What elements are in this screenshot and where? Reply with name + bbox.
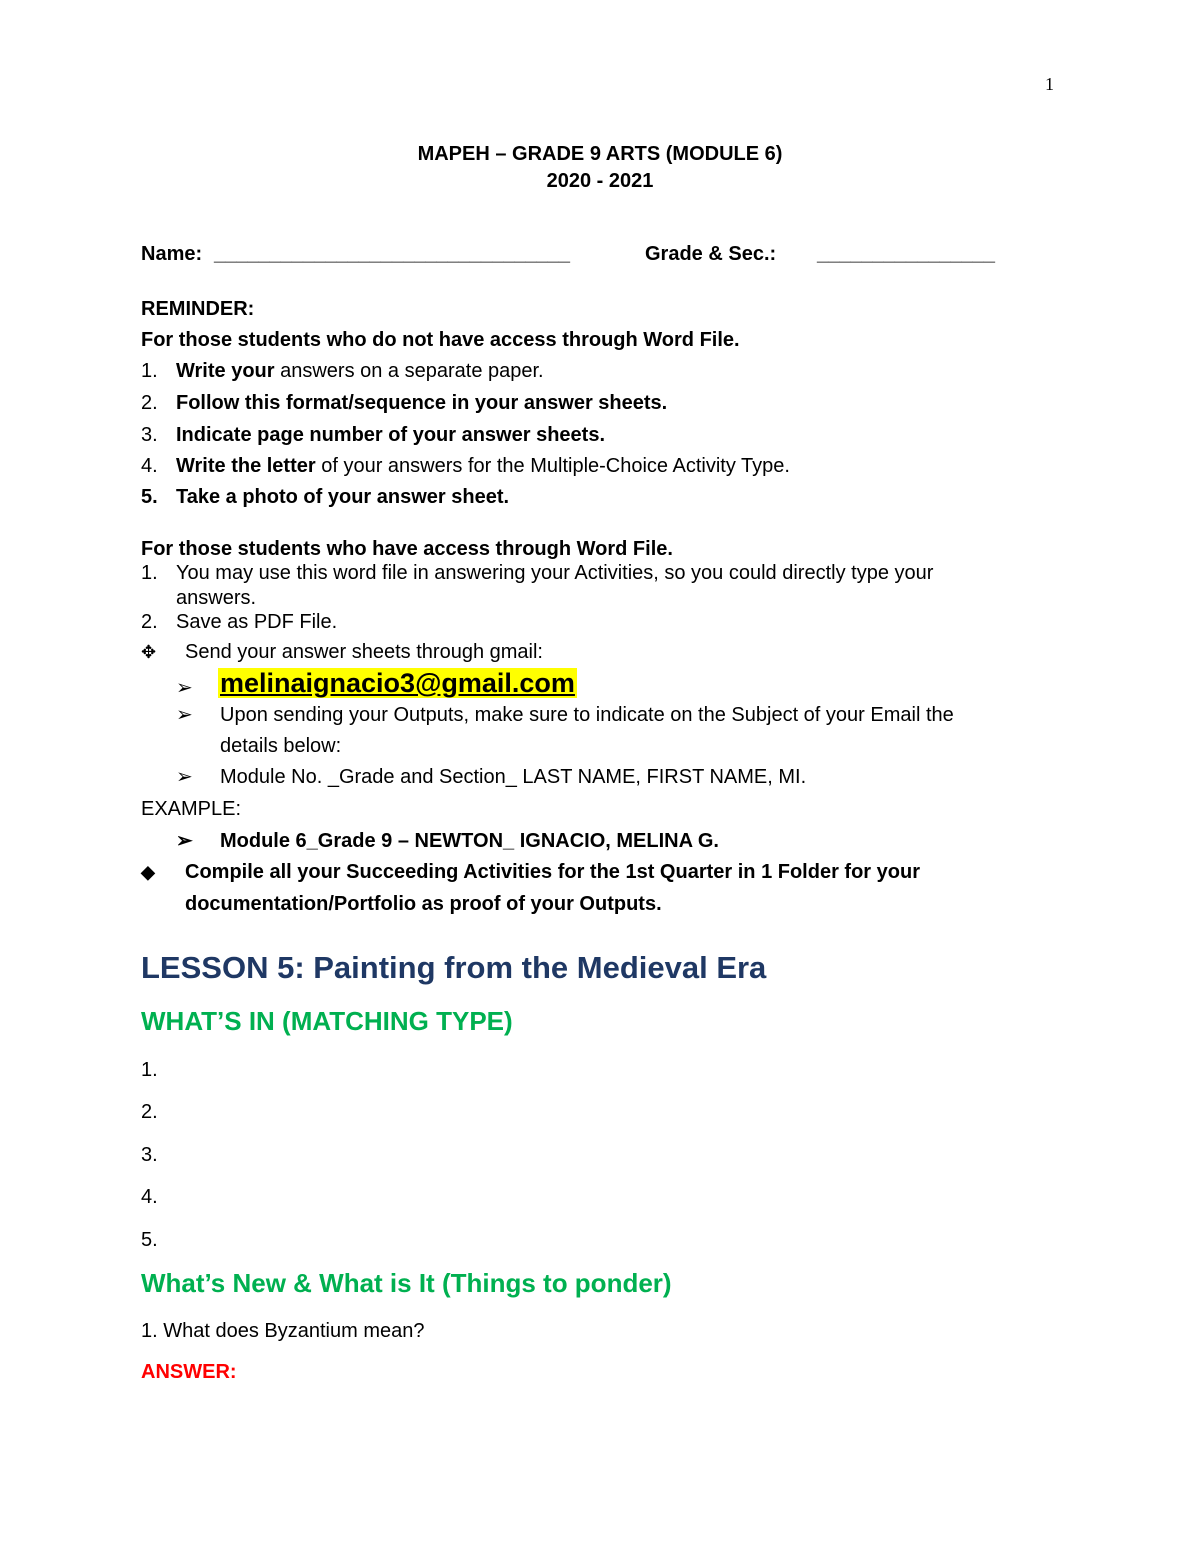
question-1: 1. What does Byzantium mean? (141, 1320, 425, 1342)
list-item: 3. Indicate page number of your answer sheets. (141, 424, 606, 446)
grade-section-blank: ________________ (817, 243, 995, 265)
matching-item: 1. (141, 1059, 158, 1081)
page-number: 1 (1045, 74, 1054, 94)
example-row: ➢ Module 6_Grade 9 – NEWTON_ IGNACIO, MELINA G. (176, 830, 719, 852)
email-link[interactable]: melinaignacio3@gmail.com (220, 668, 575, 698)
document-title: MAPEH – GRADE 9 ARTS (MODULE 6) (417, 143, 783, 165)
list-item: 1. Write your answers on a separate paper. (141, 360, 544, 382)
list-item: 2. Follow this format/sequence in your answer sheets. (141, 392, 668, 414)
matching-item: 5. (141, 1229, 158, 1251)
school-year: 2020 - 2021 (546, 170, 654, 192)
reminder-heading: REMINDER: (141, 298, 255, 320)
list-item: 2. Save as PDF File. (141, 611, 338, 633)
list-item: 5. Take a photo of your answer sheet. (141, 486, 510, 508)
lesson-title: LESSON 5: Painting from the Medieval Era (141, 950, 767, 985)
list-item: 1. You may use this word file in answering your Activities, so you could directly type your (141, 562, 934, 584)
compile-continuation: documentation/Portfolio as proof of your Outputs. (185, 893, 662, 915)
list-item-continuation: answers. (176, 587, 257, 609)
matching-item: 4. (141, 1186, 158, 1208)
list-item: 4. Write the letter of your answers for the Multiple-Choice Activity Type. (141, 455, 790, 477)
no-word-file-heading: For those students who do not have access through Word File. (141, 329, 740, 351)
arrow-bullet-icon: ➢ (176, 677, 193, 700)
send-bullet-row: ✥ Send your answer sheets through gmail: (141, 641, 543, 663)
answer-label: ANSWER: (141, 1361, 237, 1383)
diamond-star-bullet-icon: ✥ (141, 642, 157, 662)
name-blank: ________________________________ (214, 243, 570, 265)
example-label: EXAMPLE: (141, 798, 242, 820)
subject-instruction-continuation: details below: (220, 735, 342, 757)
matching-item: 2. (141, 1101, 158, 1123)
whats-new-heading: What’s New & What is It (Things to ponder) (141, 1268, 672, 1298)
email-row (176, 668, 577, 700)
compile-row: ◆ Compile all your Succeeding Activities for the 1st Quarter in 1 Folder for your (141, 861, 920, 883)
subject-instruction-row: ➢ Upon sending your Outputs, make sure to indicate on the Subject of your Email the (176, 704, 954, 726)
arrow-bullet-icon: ➢ (176, 830, 193, 852)
grade-section-label: Grade & Sec.: (645, 243, 777, 265)
format-row: ➢ Module No. _Grade and Section_ LAST NAME, FIRST NAME, MI. (176, 766, 807, 788)
whats-in-heading: WHAT’S IN (MATCHING TYPE) (141, 1006, 513, 1036)
diamond-bullet-icon: ◆ (141, 862, 155, 882)
arrow-bullet-icon: ➢ (176, 704, 193, 726)
word-file-heading: For those students who have access through Word File. (141, 538, 673, 560)
matching-item: 3. (141, 1144, 158, 1166)
arrow-bullet-icon: ➢ (176, 766, 193, 788)
name-label: Name: (141, 243, 203, 265)
